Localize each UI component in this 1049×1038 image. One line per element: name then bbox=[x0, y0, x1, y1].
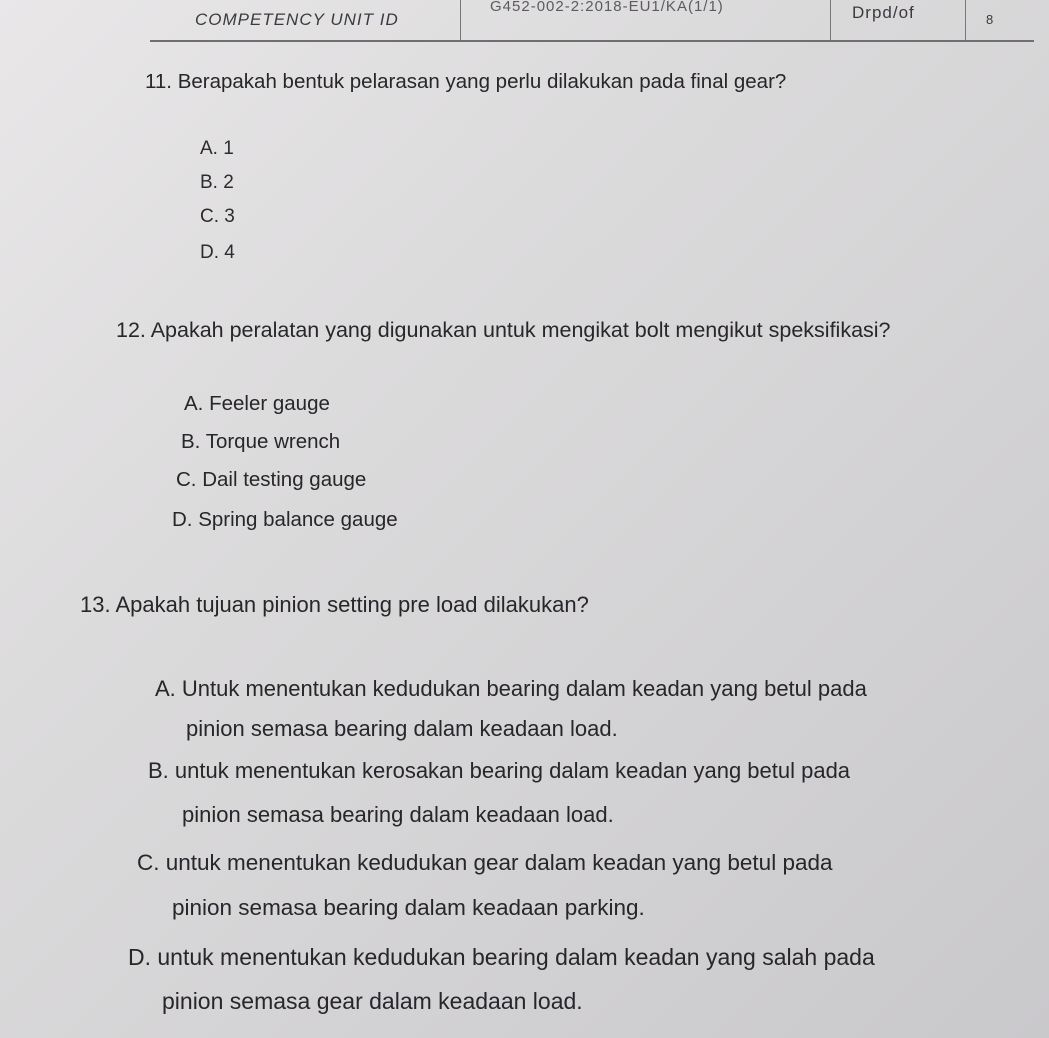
header-divider bbox=[965, 0, 966, 40]
page-number: 8 bbox=[986, 12, 995, 27]
drpd-label: Drpd/of bbox=[852, 3, 915, 22]
question-13 bbox=[80, 592, 589, 618]
option-13-b-line1: B. untuk menentukan kerosakan bearing dalam keadan yang betul pada bbox=[148, 758, 851, 783]
option-12-b: B. Torque wrench bbox=[181, 430, 341, 453]
option-13-a-line1: A. Untuk menentukan kedudukan bearing dalam keadan yang betul pada bbox=[155, 676, 867, 701]
header-table bbox=[150, 0, 1034, 42]
question-text: Apakah peralatan yang digunakan untuk mengikat bolt mengikut speksifikasi? bbox=[150, 318, 891, 342]
option-11-a: A. 1 bbox=[200, 138, 234, 159]
question-number: 12. bbox=[116, 318, 146, 342]
competency-unit-label: COMPETENCY UNIT ID bbox=[195, 10, 399, 29]
unit-code: G452-002-2:2018-EU1/KA(1/1) bbox=[490, 0, 724, 15]
question-12 bbox=[116, 318, 891, 343]
option-11-d: D. 4 bbox=[200, 242, 235, 263]
question-11 bbox=[145, 70, 786, 94]
option-12-a: A. Feeler gauge bbox=[184, 392, 330, 415]
option-13-c-line1: C. untuk menentukan kedudukan gear dalam keadan yang betul pada bbox=[137, 850, 833, 875]
option-12-d: D. Spring balance gauge bbox=[172, 508, 398, 531]
question-number: 11. bbox=[145, 70, 172, 93]
option-13-d-line2: pinion semasa gear dalam keadaan load. bbox=[162, 988, 583, 1014]
option-13-c-line2: pinion semasa bearing dalam keadaan parking. bbox=[172, 895, 645, 920]
option-12-c: C. Dail testing gauge bbox=[176, 468, 367, 491]
option-13-d-line1: D. untuk menentukan kedudukan bearing dalam keadan yang salah pada bbox=[128, 944, 875, 970]
question-text: Berapakah bentuk pelarasan yang perlu dilakukan pada final gear? bbox=[177, 70, 787, 93]
question-number: 13. bbox=[80, 592, 111, 617]
header-divider bbox=[460, 0, 461, 40]
option-11-b: B. 2 bbox=[200, 172, 234, 193]
question-text: Apakah tujuan pinion setting pre load dilakukan? bbox=[115, 592, 589, 617]
option-13-a-line2: pinion semasa bearing dalam keadaan load. bbox=[186, 716, 618, 741]
option-13-b-line2: pinion semasa bearing dalam keadaan load. bbox=[182, 802, 614, 827]
header-divider bbox=[830, 0, 831, 40]
option-11-c: C. 3 bbox=[200, 206, 235, 227]
